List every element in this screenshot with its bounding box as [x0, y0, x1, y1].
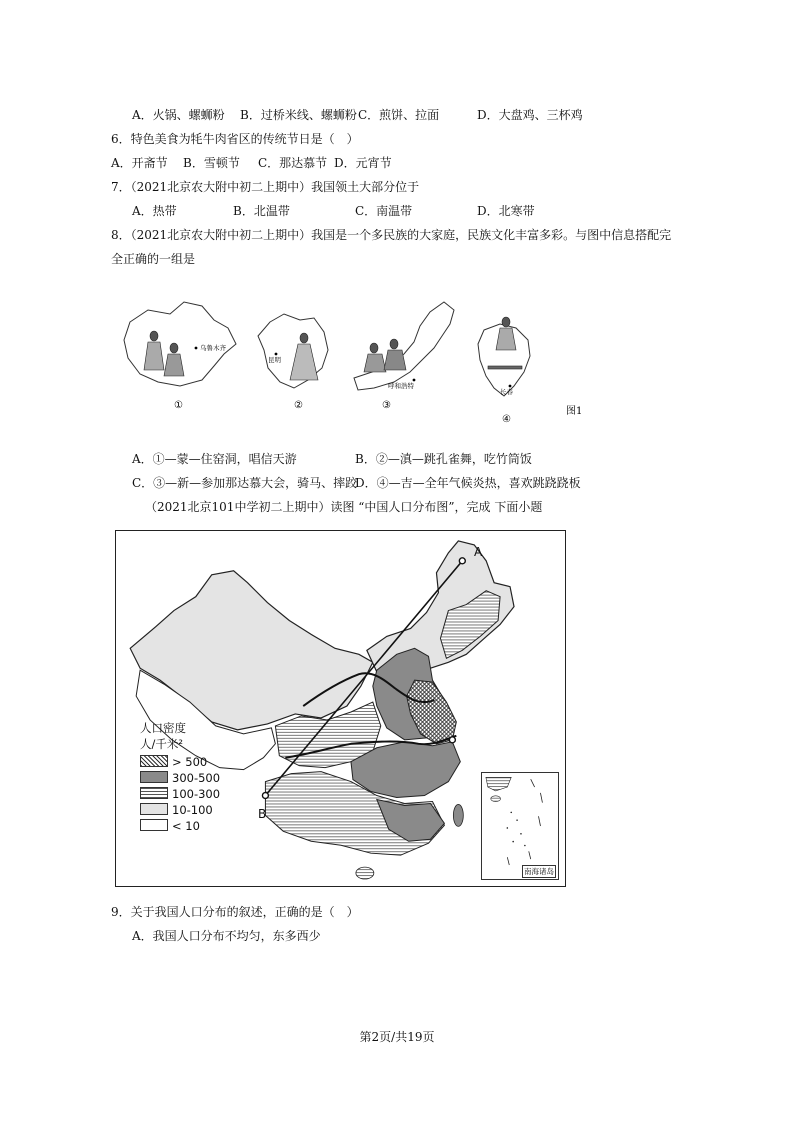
q5-option-d[interactable]: D．大盘鸡、三杯鸡 — [477, 108, 583, 122]
panel-number-1: ① — [174, 400, 183, 411]
ethnic-culture-figure — [118, 292, 628, 428]
legend-title-line1: 人口密度 — [140, 721, 186, 735]
legend-label: 300-500 — [172, 771, 221, 785]
city-label-urumqi: 乌鲁木齐 — [200, 344, 226, 352]
q5-option-b[interactable]: B．过桥米线、螺蛳粉 — [240, 108, 357, 122]
q8-option-c[interactable]: C．③—新—参加那达慕大会，骑马、摔跤 — [132, 476, 358, 490]
legend-item-300-500 — [140, 771, 250, 785]
rider-figure-2 — [390, 339, 398, 349]
legend-swatch-dark — [140, 771, 168, 783]
city-label-kunming: 昆明 — [268, 356, 281, 364]
q7-stem: 7．（2021北京农大附中初二上期中）我国领土大部分位于 — [111, 180, 420, 194]
map-point-b-label: B — [258, 807, 267, 821]
rider-figure-1 — [370, 343, 378, 353]
q8-option-a[interactable]: A．①—蒙—住窑洞，唱信天游 — [132, 452, 297, 466]
q9-option-a[interactable]: A．我国人口分布不均匀，东多西少 — [132, 929, 321, 943]
taiwan-island — [453, 804, 463, 826]
figure-label: 图1 — [566, 406, 583, 417]
q7-option-b[interactable]: B．北温带 — [233, 204, 290, 218]
legend-item-10-100 — [140, 803, 250, 817]
dancer-figure-3 — [300, 333, 308, 343]
page-footer: 第2页/共19页 — [359, 1030, 435, 1044]
q6-option-c[interactable]: C．那达慕节 — [258, 156, 328, 170]
dancer-figure-1 — [150, 331, 158, 341]
ethnic-maps-illustration — [118, 292, 628, 428]
legend-swatch-white — [140, 819, 168, 831]
panel-number-2: ② — [294, 400, 303, 411]
legend-swatch-crosshatch — [140, 755, 168, 767]
q5-option-c[interactable]: C．煎饼、拉面 — [358, 108, 440, 122]
inset-map-svg — [482, 773, 558, 879]
legend-label: 100-300 — [172, 787, 221, 801]
panel-number-3: ③ — [382, 400, 391, 411]
inner-mongolia-outline — [354, 302, 454, 390]
south-china-sea-inset — [481, 772, 559, 880]
map-intro: （2021北京101中学初二上期中）读图 “中国人口分布图”，完成 下面小题 — [145, 500, 543, 514]
panel-number-4: ④ — [502, 414, 511, 425]
q6-option-b[interactable]: B．雪顿节 — [183, 156, 240, 170]
city-label-changchun: 长春 — [500, 388, 513, 396]
legend-item-100-300 — [140, 787, 250, 801]
q6-stem: 6．特色美食为牦牛肉省区的传统节日是（ ） — [111, 132, 359, 146]
legend-title-line2: 人/千米² — [140, 737, 183, 751]
point-a-marker — [459, 558, 465, 564]
q8-option-b[interactable]: B．②—滇—跳孔雀舞，吃竹筒饭 — [355, 452, 532, 466]
q7-option-d[interactable]: D．北寒带 — [477, 204, 535, 218]
legend-item-under-10 — [140, 819, 250, 833]
legend-label: < 10 — [172, 819, 200, 833]
q7-option-a[interactable]: A．热带 — [132, 204, 177, 218]
dancer-figure-2 — [170, 343, 178, 353]
inset-label: 南海诸岛 — [524, 867, 554, 876]
q6-option-a[interactable]: A．开斋节 — [111, 156, 168, 170]
city-label-hohhot: 呼和浩特 — [388, 382, 414, 390]
china-population-map — [115, 530, 566, 887]
shanghai-marker — [449, 737, 455, 743]
q8-stem-line1: 8．（2021北京农大附中初二上期中）我国是一个多民族的大家庭，民族文化丰富多彩。与图中信息搭配完 — [111, 228, 672, 242]
q6-option-d[interactable]: D．元宵节 — [334, 156, 392, 170]
legend-label: > 500 — [172, 755, 208, 769]
q7-option-c[interactable]: C．南温带 — [355, 204, 413, 218]
q9-stem: 9．关于我国人口分布的叙述，正确的是（ ） — [111, 905, 359, 919]
q5-option-a[interactable]: A．火锅、螺蛳粉 — [132, 108, 225, 122]
legend-swatch-light — [140, 803, 168, 815]
dancer-figure-4 — [502, 317, 510, 327]
map-point-a-label: A — [474, 545, 483, 559]
hainan-island — [356, 867, 374, 879]
q8-option-d[interactable]: D．④—吉—全年气候炎热，喜欢跳跷跷板 — [355, 476, 581, 490]
legend-swatch-lines — [140, 787, 168, 799]
q8-stem-line2: 全正确的一组是 — [111, 252, 196, 266]
seesaw-board — [488, 366, 522, 369]
legend-label: 10-100 — [172, 803, 213, 817]
legend-item-over-500 — [140, 755, 250, 769]
point-b-marker — [262, 793, 268, 799]
